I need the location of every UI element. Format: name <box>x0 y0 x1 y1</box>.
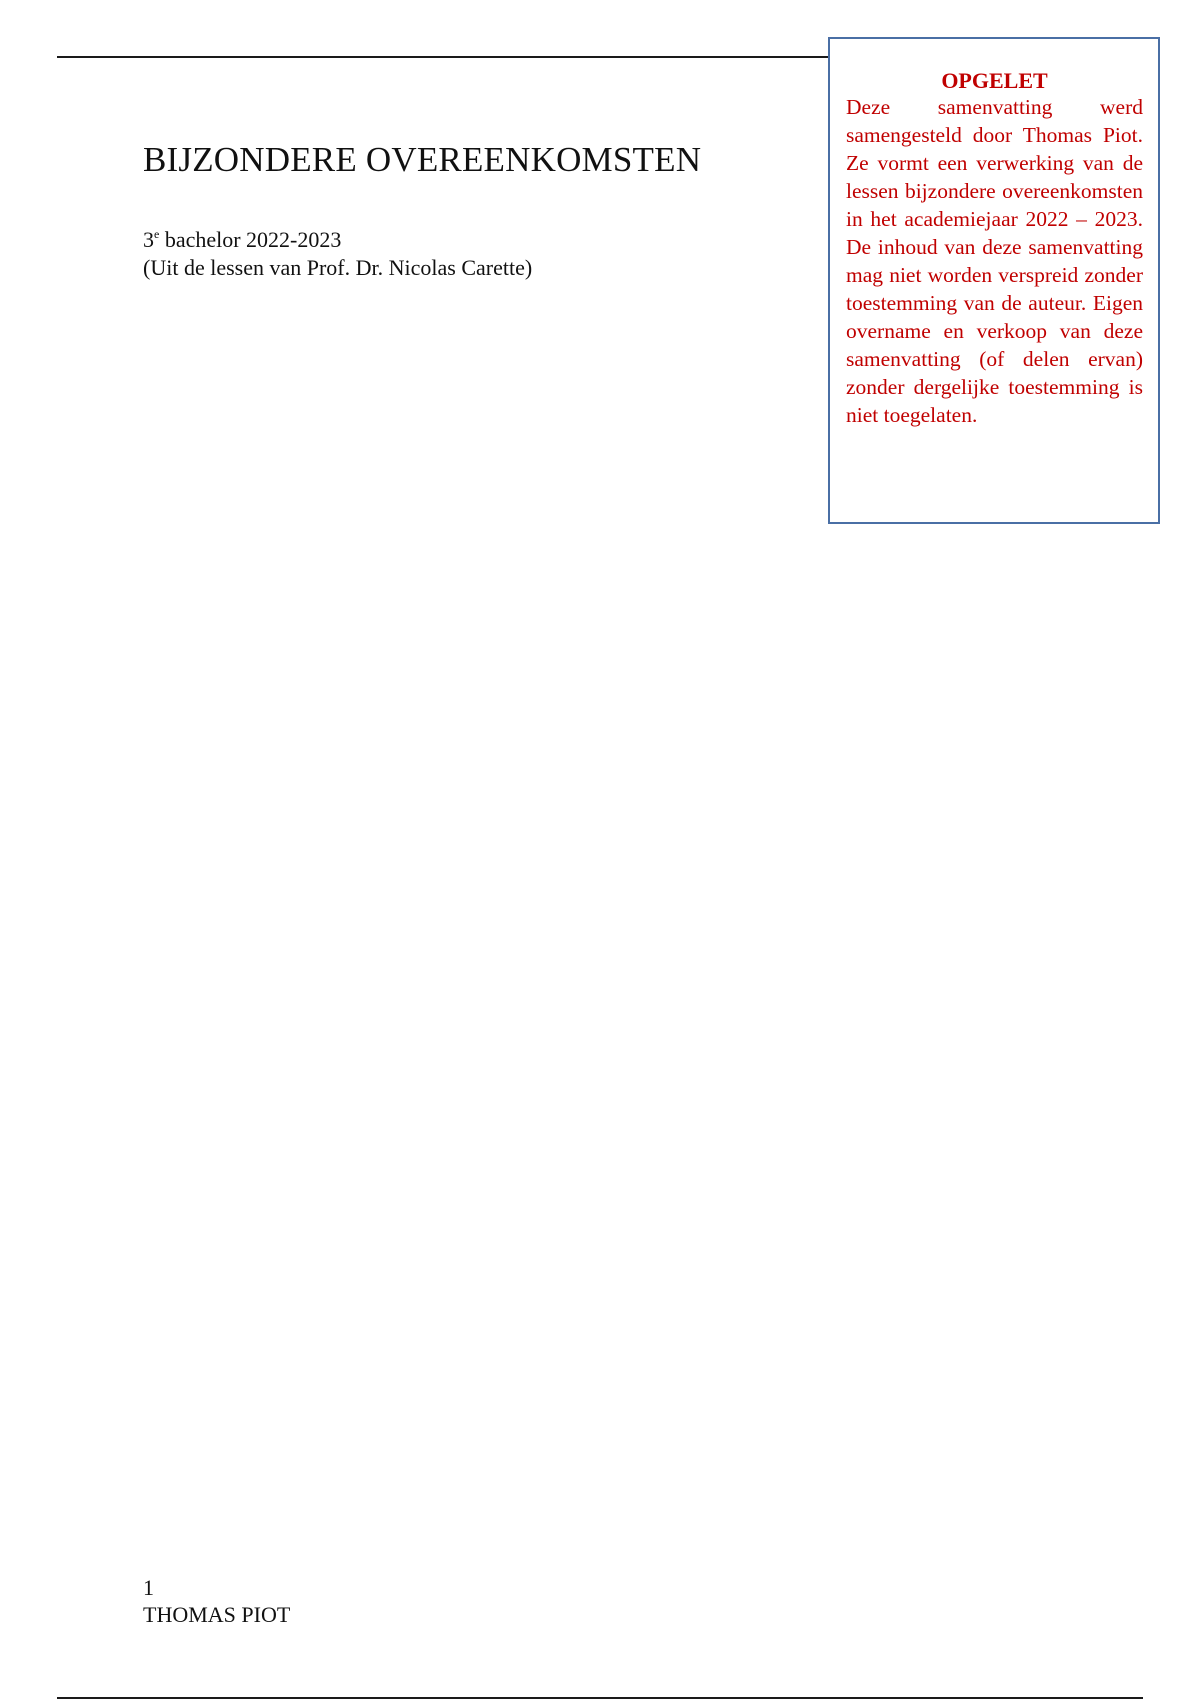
page-number: 1 <box>143 1575 154 1600</box>
notice-heading: OPGELET <box>941 68 1048 93</box>
header-rule <box>57 56 829 58</box>
footer-rule <box>57 1697 1143 1699</box>
footer-author: THOMAS PIOT <box>143 1602 291 1627</box>
copyright-notice-box <box>828 37 1160 524</box>
lecturer-line: (Uit de lessen van Prof. Dr. Nicolas Carette) <box>143 255 533 280</box>
year-suffix: e <box>154 227 160 241</box>
academic-year-line <box>143 226 532 254</box>
page-footer <box>143 1574 290 1628</box>
notice-body: Deze samenvatting werd samengesteld door Thomas Piot. Ze vormt een verwerking van de lessen bijzondere overeenkomsten in het academiejaar 2022 – 2023. De inhoud van deze samenvatting mag niet worden verspreid zonder toestemming van de auteur. Eigen overname en verkoop van deze samenvatting (of delen ervan) zonder dergelijke toestemming is niet toegelaten. <box>846 95 1143 427</box>
document-subtitle <box>143 226 532 282</box>
year-rest: bachelor 2022-2023 <box>159 227 342 252</box>
document-title: BIJZONDERE OVEREENKOMSTEN <box>143 140 702 179</box>
year-number: 3 <box>143 227 154 252</box>
